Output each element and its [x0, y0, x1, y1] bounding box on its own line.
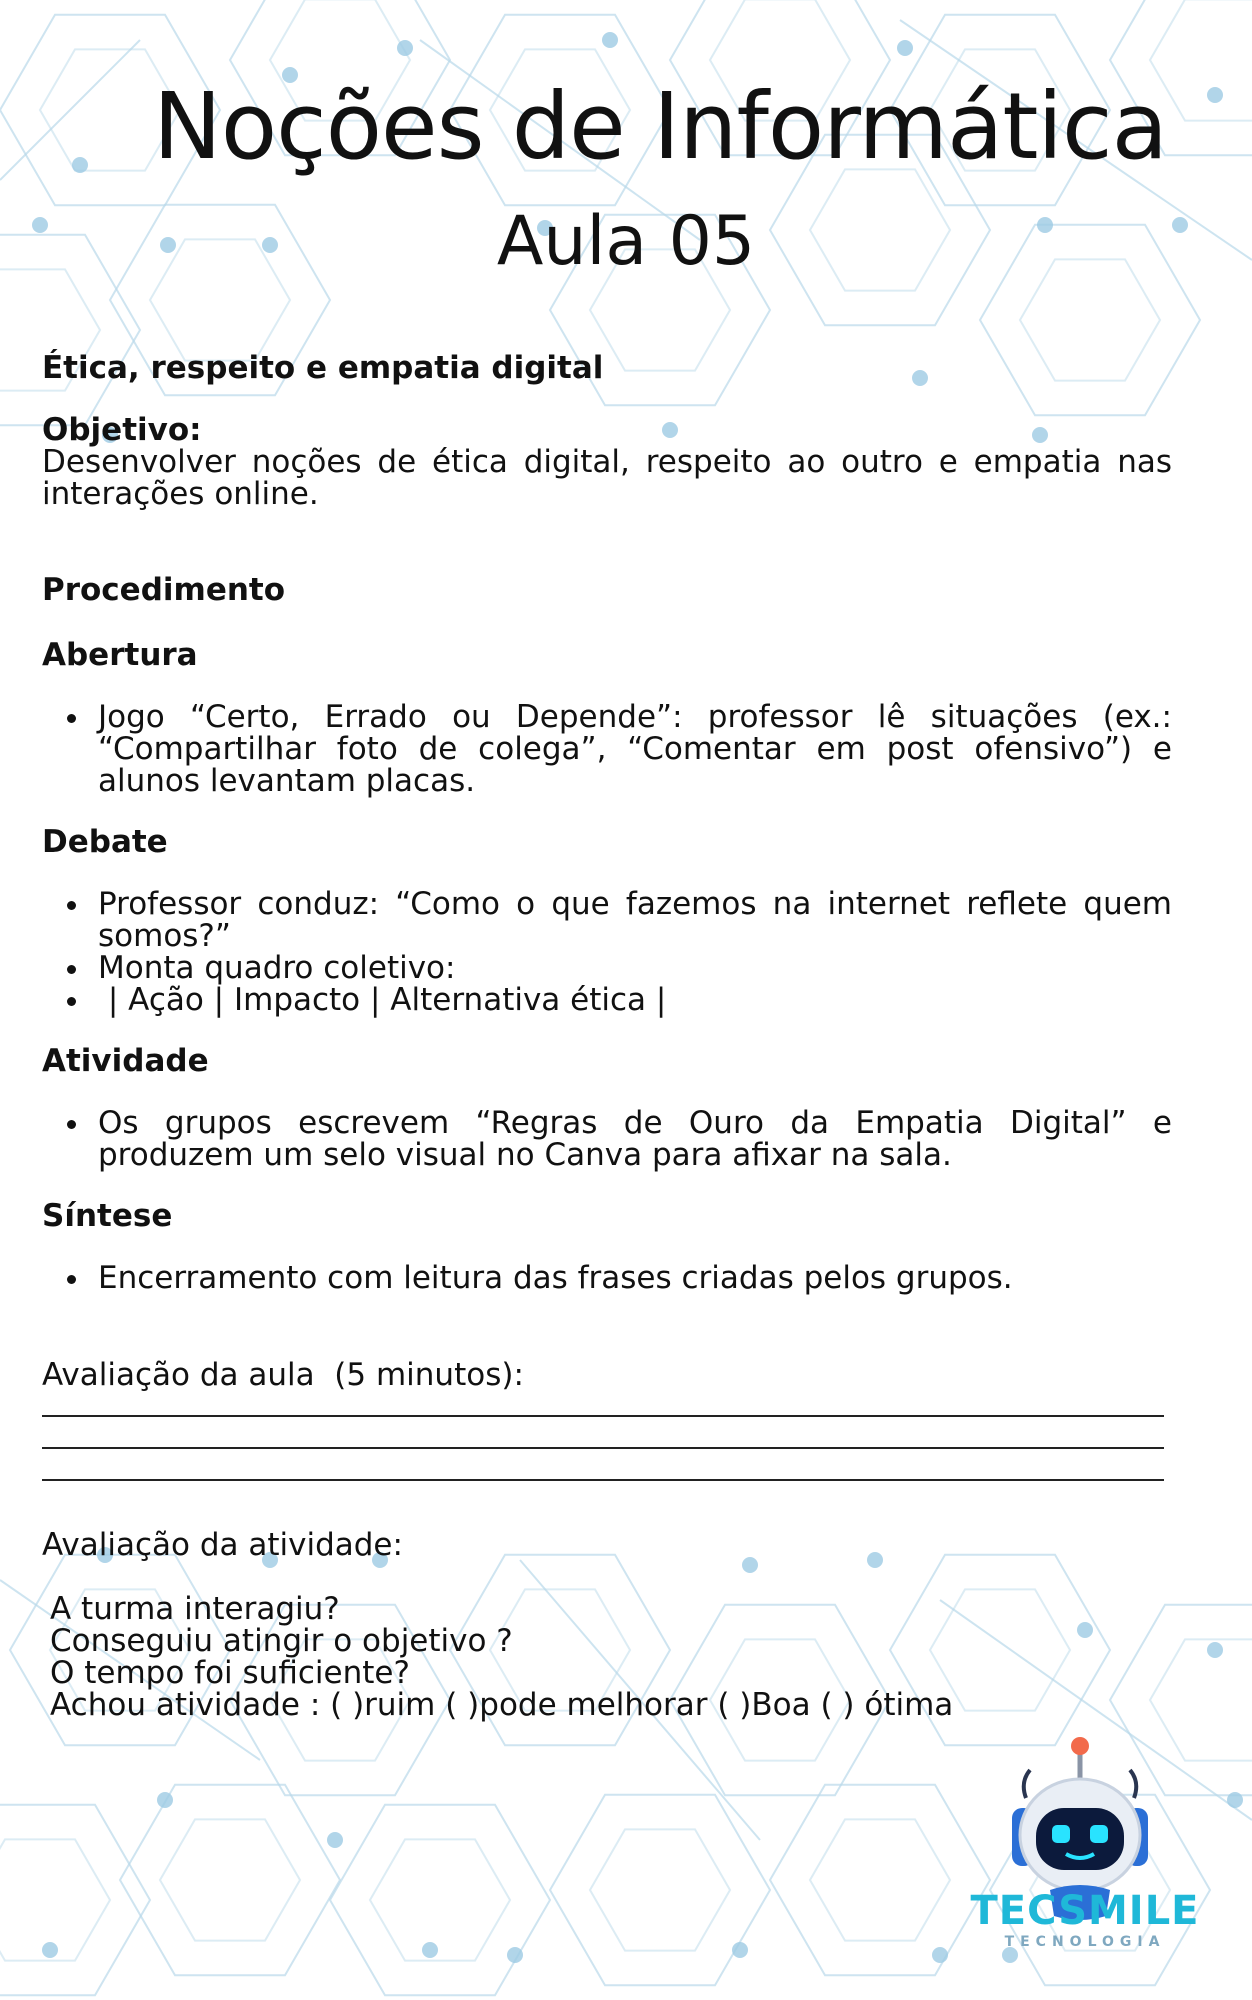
question-item: O tempo foi suficiente?	[50, 1655, 410, 1691]
list-item: | Ação | Impacto | Alternativa ética |	[98, 984, 1172, 1016]
class-evaluation-label: Avaliação da aula (5 minutos):	[42, 1357, 524, 1393]
topic-heading: Ética, respeito e empatia digital	[42, 350, 604, 386]
objective-label: Objetivo:	[42, 412, 202, 448]
answer-line[interactable]	[42, 1449, 1164, 1481]
opening-list	[42, 701, 1172, 797]
synthesis-list	[42, 1262, 1172, 1294]
answer-line[interactable]	[42, 1417, 1164, 1449]
brand-name: TECSMILE	[970, 1888, 1200, 1934]
evaluation-questions	[42, 1593, 1172, 1721]
question-item: Achou atividade : ( )ruim ( )pode melhorar ( )Boa ( ) ótima	[50, 1687, 954, 1723]
question-item: A turma interagiu?	[50, 1591, 340, 1627]
question-item: Conseguiu atingir o objetivo ?	[50, 1623, 513, 1659]
lesson-plan	[42, 352, 1172, 1721]
debate-heading: Debate	[42, 824, 168, 860]
page-title: Noções de Informática	[153, 73, 1167, 180]
list-item: Os grupos escrevem “Regras de Ouro da Empatia Digital” e produzem um selo visual no Canva para afixar na sala.	[98, 1105, 1172, 1173]
opening-heading: Abertura	[42, 637, 198, 673]
list-item: Encerramento com leitura das frases criadas pelos grupos.	[98, 1262, 1172, 1294]
debate-list	[42, 888, 1172, 1016]
activity-heading: Atividade	[42, 1043, 209, 1079]
objective-text: Desenvolver noções de ética digital, respeito ao outro e empatia nas interações online.	[42, 444, 1172, 512]
list-item: Jogo “Certo, Errado ou Depende”: professor lê situações (ex.: “Compartilhar foto de colega”, “Comentar em post ofensivo”) e alunos levantam placas.	[98, 699, 1172, 799]
list-item: Professor conduz: “Como o que fazemos na internet reflete quem somos?”	[98, 886, 1172, 954]
list-item: Monta quadro coletivo:	[98, 952, 1172, 984]
synthesis-heading: Síntese	[42, 1198, 173, 1234]
procedure-heading: Procedimento	[42, 572, 286, 608]
activity-list	[42, 1107, 1172, 1171]
lesson-number: Aula 05	[496, 202, 756, 281]
activity-evaluation-label: Avaliação da atividade:	[42, 1527, 403, 1563]
brand-tagline: TECNOLOGIA	[1004, 1934, 1166, 1950]
answer-line[interactable]	[42, 1391, 1164, 1417]
